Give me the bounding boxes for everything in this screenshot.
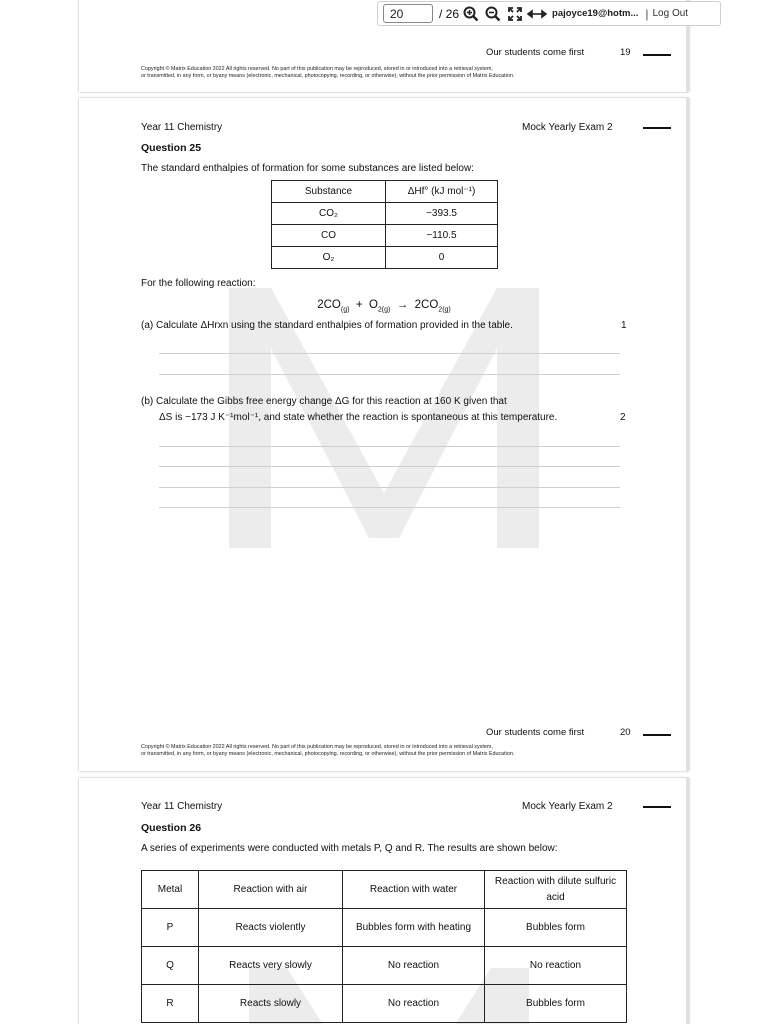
zoom-in-icon[interactable] <box>461 4 481 24</box>
table-cell: Reacts slowly <box>199 985 343 1023</box>
footer-page-number: 20 <box>620 727 631 738</box>
fullscreen-icon[interactable] <box>505 4 525 24</box>
table-row <box>272 203 498 225</box>
question-intro: A series of experiments were conducted with metals P, Q and R. The results are shown below: <box>141 843 558 854</box>
viewer-toolbar <box>377 1 721 26</box>
zoom-out-icon[interactable] <box>483 4 503 24</box>
table-cell: CO₂ <box>272 203 386 225</box>
header-exam: Mock Yearly Exam 2 <box>522 122 613 133</box>
header-subject: Year 11 Chemistry <box>141 801 223 812</box>
question-title: Question 25 <box>141 142 202 154</box>
table-cell: No reaction <box>343 985 485 1023</box>
part-a-question: (a) Calculate ΔHrxn using the standard enthalpies of formation provided in the table. <box>141 320 513 331</box>
answer-line[interactable] <box>159 507 620 508</box>
question-intro: The standard enthalpies of formation for some substances are listed below: <box>141 163 474 174</box>
footer-dash <box>643 54 671 56</box>
part-b-marks: 2 <box>620 412 626 423</box>
question-title: Question 26 <box>141 822 202 834</box>
table-cell: No reaction <box>343 947 485 985</box>
footer-page-number: 19 <box>620 47 631 58</box>
footer-dash <box>643 734 671 736</box>
table-header: Substance <box>272 181 386 203</box>
table-cell: 0 <box>386 247 498 269</box>
table-row <box>142 909 627 947</box>
table-cell: R <box>142 985 199 1023</box>
total-pages: / 26 <box>439 6 460 21</box>
user-email: pajoyce19@hotm... <box>552 8 639 19</box>
header-subject: Year 11 Chemistry <box>141 122 223 133</box>
chemical-equation: $2CO_{(g)} + O_{2(g)} \to 2CO_{2(g)}$ <box>317 299 451 314</box>
answer-line[interactable] <box>159 446 620 447</box>
copyright-notice: Copyright © Matrix Education 2022 All rights reserved. No part of this publication may be reproduced, stored in or introduced into a retrieval system, or transmitted, in any form, or byany means (electronic, mechanical, photocopying, recording, or otherwise), without the prior permission of Matrix Education. <box>141 744 515 757</box>
copyright-notice: Copyright © Matrix Education 2022 All rights reserved. No part of this publication may be reproduced, stored in or introduced into a retrieval system, or transmitted, in any form, or byany means (electronic, mechanical, photocopying, recording, or otherwise), without the prior permission of Matrix Education. <box>141 66 515 79</box>
table-cell: Q <box>142 947 199 985</box>
part-b-question: (b) Calculate the Gibbs free energy change ΔG for this reaction at 160 K given that <box>141 396 507 407</box>
table-header: Reaction with water <box>343 871 485 909</box>
table-cell: O₂ <box>272 247 386 269</box>
answer-line[interactable] <box>159 487 620 488</box>
table-cell: CO <box>272 225 386 247</box>
table-cell: No reaction <box>485 947 627 985</box>
footer-tagline: Our students come first <box>486 47 585 58</box>
table-header: Reaction with air <box>199 871 343 909</box>
header-exam: Mock Yearly Exam 2 <box>522 801 613 812</box>
answer-line[interactable] <box>159 466 620 467</box>
table-header: Metal <box>142 871 199 909</box>
answer-line[interactable] <box>159 374 620 375</box>
page-edge <box>686 778 689 1024</box>
table-row <box>142 947 627 985</box>
enthalpy-table <box>271 180 498 269</box>
header-dash <box>643 127 671 129</box>
page-21 <box>79 778 689 1024</box>
table-cell: −393.5 <box>386 203 498 225</box>
table-row <box>272 225 498 247</box>
metals-table <box>141 870 627 1023</box>
table-header: Reaction with dilute sulfuric acid <box>485 871 627 909</box>
table-row <box>272 247 498 269</box>
table-cell: −110.5 <box>386 225 498 247</box>
part-a-marks: 1 <box>621 320 627 331</box>
page-20 <box>79 98 689 771</box>
page-number-input[interactable] <box>383 4 433 23</box>
fit-width-icon[interactable] <box>527 4 547 24</box>
logout-link[interactable]: Log Out <box>652 8 689 19</box>
part-b-question-cont: ΔS is −173 J K⁻¹mol⁻¹, and state whether the reaction is spontaneous at this temperature. <box>159 412 558 423</box>
footer-tagline: Our students come first <box>486 727 585 738</box>
table-row <box>142 985 627 1023</box>
table-cell: Bubbles form <box>485 909 627 947</box>
table-cell: Reacts violently <box>199 909 343 947</box>
table-header: ΔHf° (kJ mol⁻¹) <box>386 181 498 203</box>
reaction-intro: For the following reaction: <box>141 278 256 289</box>
table-header-row <box>142 871 627 909</box>
header-dash <box>643 806 671 808</box>
page-edge <box>686 98 689 771</box>
table-cell: Bubbles form with heating <box>343 909 485 947</box>
table-header-row <box>272 181 498 203</box>
table-cell: Reacts very slowly <box>199 947 343 985</box>
answer-line[interactable] <box>159 353 620 354</box>
table-cell: P <box>142 909 199 947</box>
toolbar-separator: | <box>645 6 649 21</box>
table-cell: Bubbles form <box>485 985 627 1023</box>
